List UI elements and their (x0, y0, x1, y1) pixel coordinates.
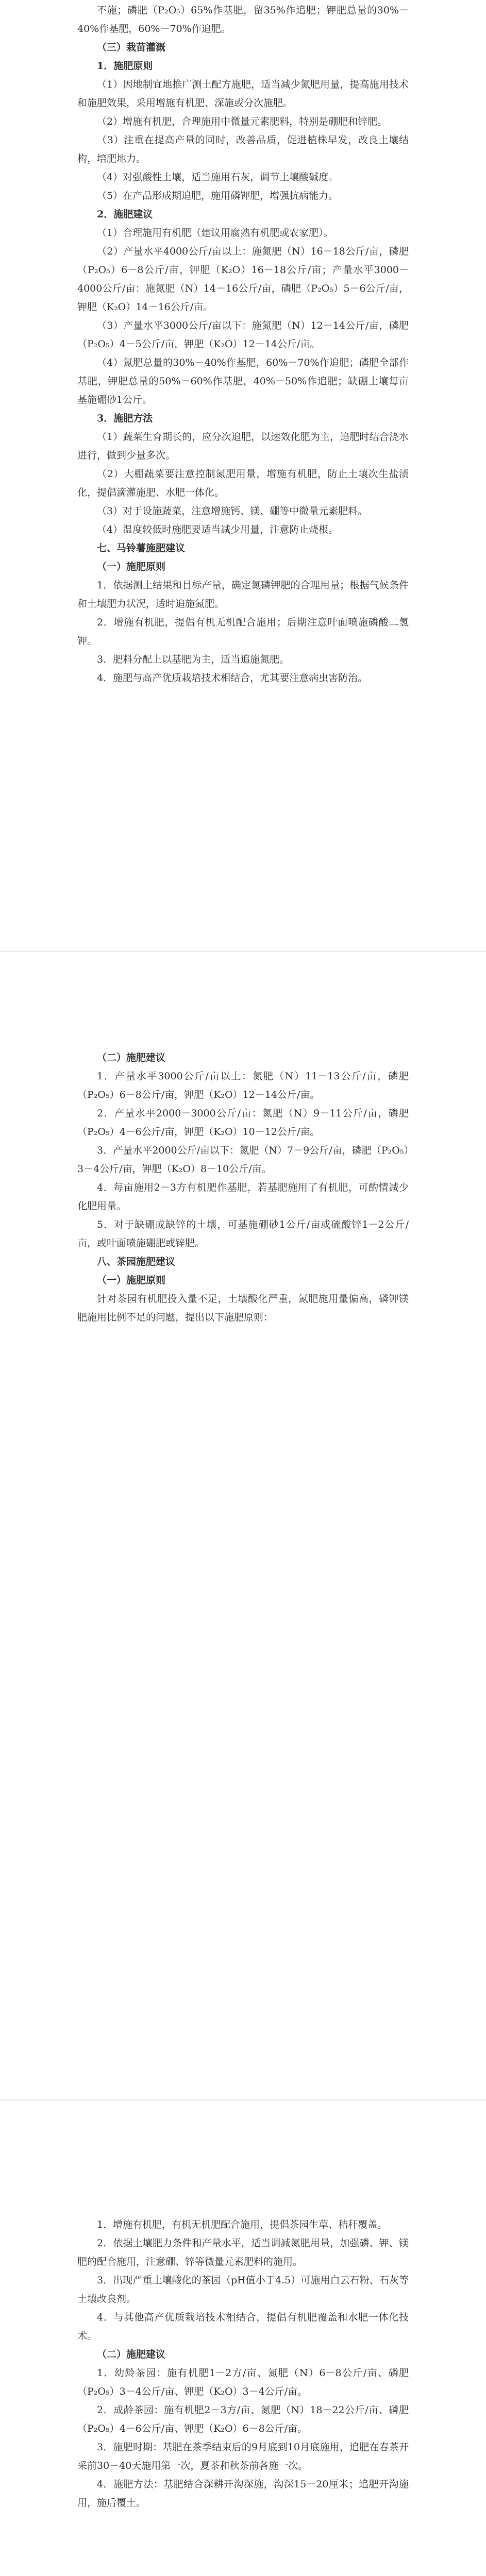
paragraph: （3）对于设施蔬菜，注意增施钙、镁、硼等中微量元素肥料。 (97, 505, 368, 517)
paragraph: （1）因地制宜地推广测土配方施肥，适当减少氮肥用量，提高施用技术和施肥效果，采用增施有机肥、深施或分次施肥。 (77, 79, 409, 109)
paragraph: 4．施肥方法：基肥结合深耕开沟深施，沟深15－20厘米；追肥开沟施用，施后覆土。 (77, 2479, 409, 2509)
paragraph: 4．施肥与高产优质栽培技术相结合，尤其要注意病虫害防治。 (97, 672, 368, 684)
paragraph: 4．与其他高产优质栽培技术相结合，提倡有机肥覆盖和水肥一体化技术。 (77, 2312, 409, 2342)
section-heading: 七、马铃薯施肥建议 (97, 543, 186, 554)
paragraph: （1）蔬菜生育期长的，应分次追肥，以速效化肥为主，追肥时结合浇水进行，做到少量多次。 (77, 431, 409, 461)
paragraph: （4）氮肥总量的30%－40%作基肥，60%－70%作追肥；磷肥全部作基肥，钾肥总量的50%－60%作基肥，40%－50%作追肥；缺硼土壤每亩基施硼砂1公斤。 (77, 357, 409, 405)
paragraph: 针对茶园有机肥投入量不足，土壤酸化严重，氮肥施用量偏高，磷钾镁肥施用比例不足的问题，提出以下施肥原则： (77, 1293, 409, 1323)
section-heading: （一）施肥原则 (97, 561, 166, 572)
paragraph: 1．依据测土结果和目标产量，确定氮磷钾肥的合理用量；根据气候条件和土壤肥力状况，适时追施氮肥。 (77, 580, 409, 609)
paragraph: 2．成龄茶园：施有机肥2－3方/亩、氮肥（N）18－22公斤/亩、磷肥（P₂O₅）4－6公斤/亩、钾肥（K₂O）6－8公斤/亩。 (77, 2404, 409, 2434)
section-heading: （二）施肥建议 (97, 2349, 166, 2360)
paragraph: 5．对于缺硼或缺锌的土壤，可基施硼砂1公斤/亩或硫酸锌1－2公斤/亩，或叶面喷施硼肥或锌肥。 (77, 1219, 409, 1249)
paragraph: 3．出现严重土壤酸化的茶园（pH值小于4.5）可施用白云石粉、石灰等土壤改良剂。 (77, 2275, 409, 2304)
paragraph: 3．肥料分配上以基肥为主，适当追施氮肥。 (97, 654, 290, 665)
text-block-3 (77, 2215, 409, 2512)
paragraph: 3．产量水平2000公斤/亩以下：氮肥（N）7－9公斤/亩，磷肥（P₂O₅）3－4公斤/亩，钾肥（K₂O）8－10公斤/亩。 (77, 1145, 409, 1175)
paragraph: （3）注重在提高产量的同时，改善品质，促进植株早发，改良土壤结构，培肥地力。 (77, 134, 409, 164)
paragraph: 3．施肥时期：基肥在茶季结束后的9月底到10月底施用，追肥在春茶开采前30－40天施用第一次，夏茶和秋茶前各施一次。 (77, 2442, 409, 2471)
section-heading: 八、茶园施肥建议 (97, 1256, 176, 1267)
paragraph: 2．依据土壤肥力条件和产量水平，适当调减氮肥用量，加强磷、钾、镁肥的配合施用，注意硼、锌等微量元素肥料的施用。 (77, 2238, 409, 2267)
section-divider (0, 951, 486, 952)
paragraph: （1）合理施用有机肥（建议用腐熟有机肥或农家肥）。 (97, 227, 333, 239)
section-heading: （三）栽苗灌溉 (97, 42, 166, 53)
paragraph: 1．增施有机肥，有机无机肥配合施用，提倡茶园生草、秸秆覆盖。 (97, 2219, 388, 2230)
paragraph: （5）在产品形成期追肥，施用磷钾肥，增强抗病能力。 (97, 190, 339, 201)
paragraph: 1．产量水平3000公斤/亩以上：氮肥（N）11－13公斤/亩，磷肥（P₂O₅）6－8公斤/亩，钾肥（K₂O）12－14公斤/亩。 (77, 1071, 409, 1100)
paragraph: （2）增施有机肥，合理施用中微量元素肥料，特别是硼肥和锌肥。 (97, 116, 388, 127)
paragraph: 1．幼龄茶园：施有机肥1－2方/亩、氮肥（N）6－8公斤/亩、磷肥（P₂O₅）3－4公斤/亩、钾肥（K₂O）3－4公斤/亩。 (77, 2367, 409, 2397)
section-heading: 2．施肥建议 (97, 209, 153, 220)
paragraph: 不施；磷肥（P₂O₅）65%作基肥，留35%作追肥；钾肥总量的30%－40%作基肥，60%－70%作追肥。 (77, 5, 409, 35)
paragraph: （3）产量水平3000公斤/亩以下：施氮肥（N）12－14公斤/亩，磷肥（P₂O₅）4－5公斤/亩，钾肥（K₂O）12－14公斤/亩。 (77, 320, 409, 350)
paragraph: 2．产量水平2000－3000公斤/亩：氮肥（N）9－11公斤/亩，磷肥（P₂O₅）4－6公斤/亩，钾肥（K₂O）10－12公斤/亩。 (77, 1108, 409, 1138)
paragraph: 4．每亩施用2－3方有机肥作基肥，若基肥施用了有机肥，可酌情减少化肥用量。 (77, 1182, 409, 1212)
text-block-1 (77, 1, 409, 687)
section-divider (0, 2099, 486, 2101)
paragraph: （4）对强酸性土壤，适当施用石灰，调节土壤酸碱度。 (97, 172, 339, 183)
section-heading: 1．施肥原则 (97, 60, 153, 72)
paragraph: （2）大棚蔬菜要注意控制氮肥用量，增施有机肥，防止土壤次生盐渍化，提倡滴灌施肥、水肥一体化。 (77, 468, 409, 498)
paragraph: （4）温度较低时施肥要适当减少用量，注意防止烧根。 (97, 524, 339, 535)
text-block-2 (77, 1048, 409, 1327)
section-heading: （二）施肥建议 (97, 1052, 166, 1063)
paragraph: 2．增施有机肥，提倡有机无机配合施用；后期注意叶面喷施磷酸二氢钾。 (77, 617, 409, 647)
section-heading: 3．施肥方法 (97, 413, 153, 424)
paragraph: （2）产量水平4000公斤/亩以上：施氮肥（N）16－18公斤/亩，磷肥（P₂O₅）6－8公斤/亩，钾肥（K₂O）16－18公斤/亩；产量水平3000－4000公斤/亩：施氮肥（N）14－16公斤/亩，磷肥（P₂O₅）5－6公斤/亩，钾肥（K₂O）14－16公斤/亩。 (77, 246, 409, 313)
section-heading: （一）施肥原则 (97, 1275, 166, 1286)
